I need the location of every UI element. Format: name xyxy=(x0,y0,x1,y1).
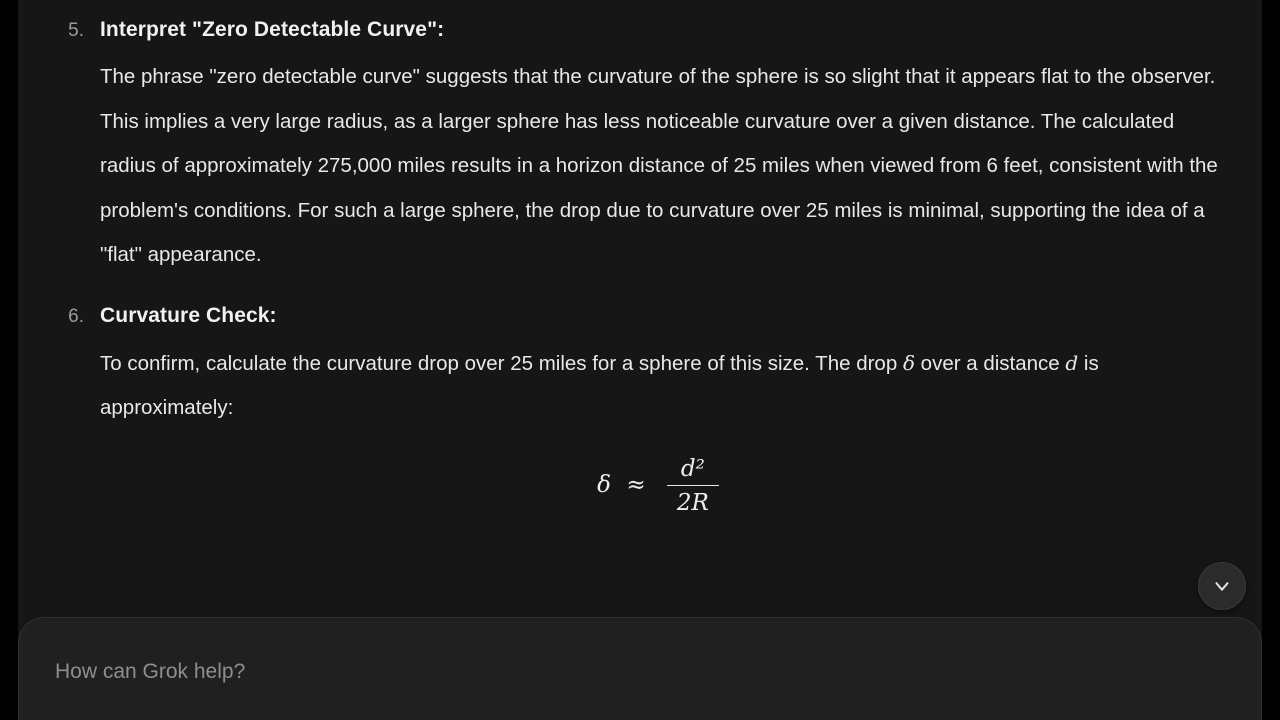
scroll-to-bottom-button[interactable] xyxy=(1198,562,1246,610)
list-item-number: 5. xyxy=(68,20,84,41)
left-gutter xyxy=(0,0,18,720)
list-item xyxy=(58,18,1222,278)
formula-radius-calculation xyxy=(58,0,1222,18)
list-item-body xyxy=(100,341,1220,431)
message-composer[interactable] xyxy=(18,617,1262,720)
body-text-part-1: To confirm, calculate the curvature drop over 25 miles for a sphere of this size. The drop xyxy=(100,351,903,375)
chevron-down-icon xyxy=(1211,575,1233,597)
conversation-scroll-area[interactable] xyxy=(18,0,1262,720)
body-text-part-2: over a distance xyxy=(914,351,1066,375)
body-text-part-3: is approximately: xyxy=(100,351,1099,419)
list-item-title: Curvature Check: xyxy=(100,303,277,327)
answer-step-list xyxy=(58,18,1222,518)
inline-math-delta: δ xyxy=(902,350,915,375)
message-input[interactable]: How can Grok help? xyxy=(55,660,246,683)
formula-lhs: δ xyxy=(597,472,611,499)
list-item xyxy=(58,304,1222,519)
list-item-body: The phrase "zero detectable curve" suggests that the curvature of the sphere is so slight that it appears flat to the observer. This implies a very large radius, as a larger sphere has less noticeable curvature over a given distance. The calculated radius of approximately 275,000 miles results in a horizon distance of 25 miles when viewed from 6 feet, consistent with the problem's conditions. For such a large sphere, the drop due to curvature over 25 miles is minimal, supporting the idea of a "flat" appearance. xyxy=(100,65,1218,266)
list-item-title: Interpret "Zero Detectable Curve": xyxy=(100,18,445,41)
formula-denominator: 2R xyxy=(676,490,709,517)
formula-approx-sign: ≈ xyxy=(626,472,646,499)
formula-curvature-drop xyxy=(100,455,1222,519)
inline-math-d: d xyxy=(1065,350,1079,375)
right-gutter xyxy=(1262,0,1280,720)
list-item-number: 6. xyxy=(68,305,84,327)
formula-numerator: d² xyxy=(667,455,719,487)
